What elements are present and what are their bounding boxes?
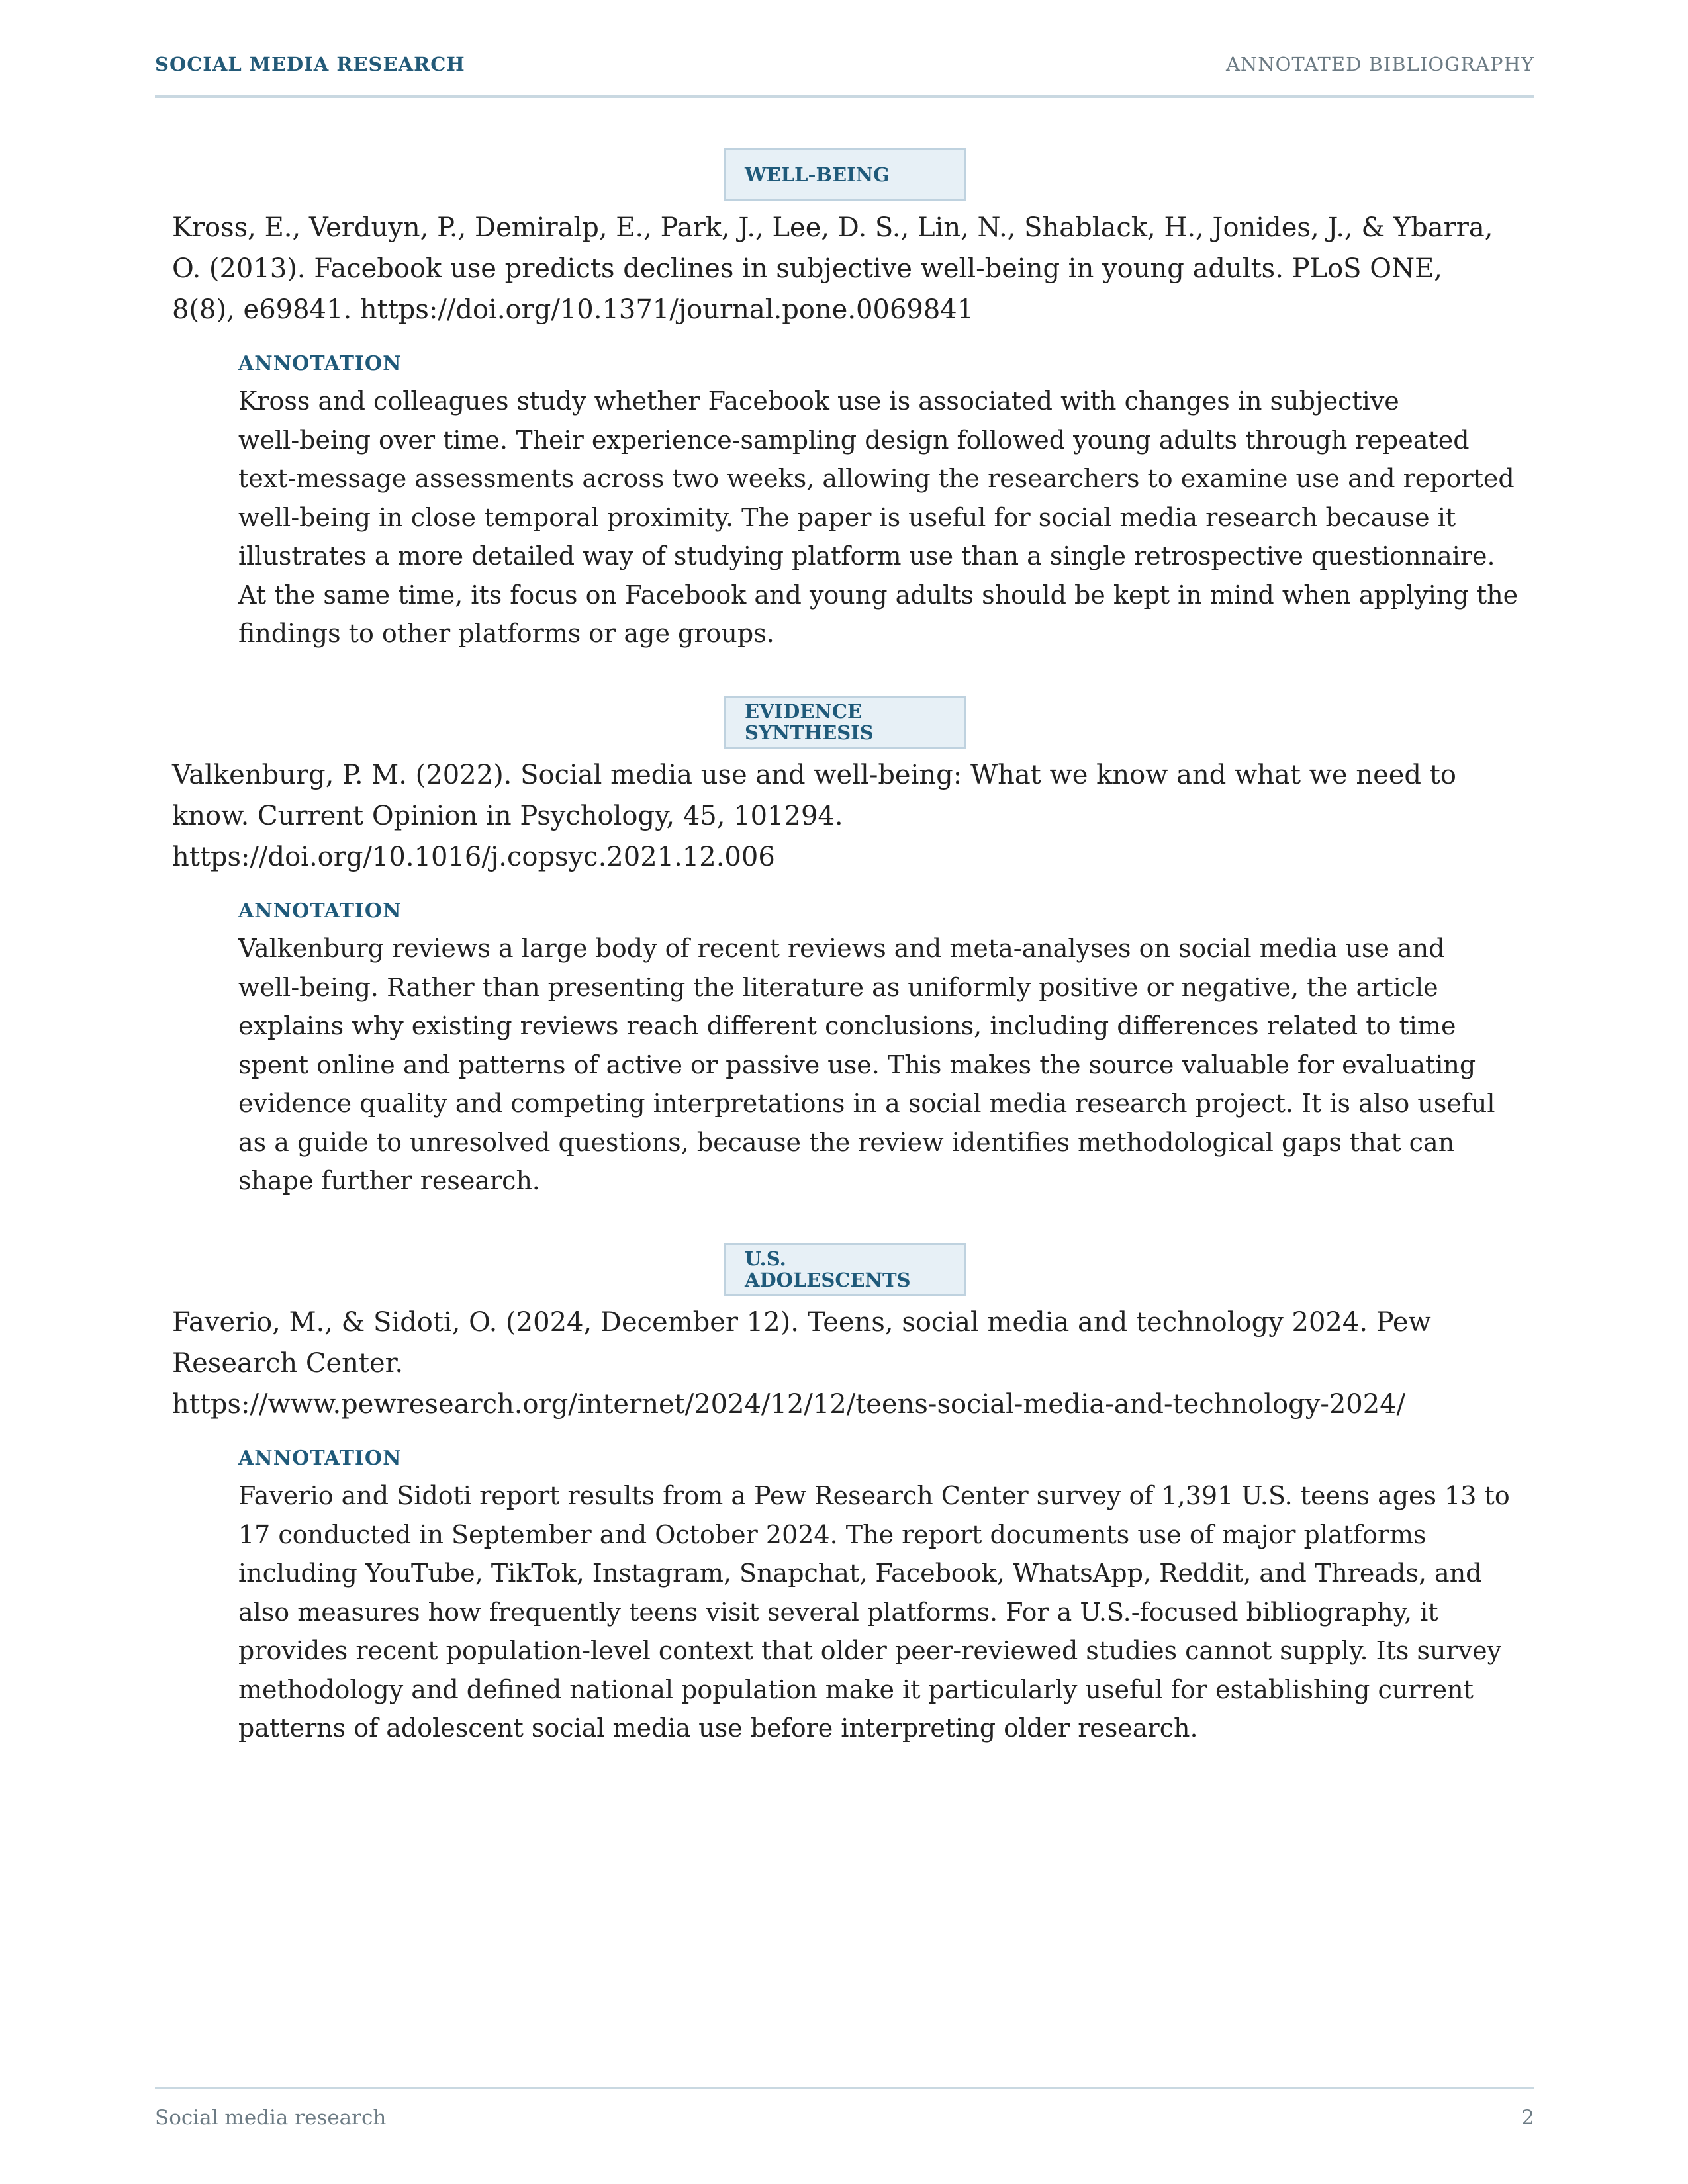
footer-title: Social media research [155, 2106, 387, 2130]
citation [172, 1302, 1536, 1425]
citation-line: Faverio, M., & Sidoti, O. (2024, December 12). Teens, social media and technology 2024. Pew [172, 1307, 1431, 1338]
topic-tag-line: SYNTHESIS [745, 721, 874, 744]
topic-tag-line: EVIDENCE [745, 700, 863, 723]
annotation-line: provides recent population-level context that older peer-reviewed studies cannot supply. Its survey [238, 1636, 1502, 1665]
annotation-text [238, 929, 1536, 1201]
annotation-line: shape further research. [238, 1166, 540, 1195]
annotation-line: Valkenburg reviews a large body of recent reviews and meta-analyses on social media use and [238, 934, 1445, 963]
annotation-line: findings to other platforms or age groups. [238, 619, 774, 648]
topic-tag [724, 1243, 966, 1296]
citation-line: Kross, E., Verduyn, P., Demiralp, E., Park, J., Lee, D. S., Lin, N., Shablack, H., Jonides, J., & Ybarra, [172, 212, 1493, 243]
annotation-line: 17 conducted in September and October 2024. The report documents use of major platforms [238, 1520, 1427, 1549]
annotation-line: patterns of adolescent social media use before interpreting older research. [238, 1713, 1198, 1743]
citation-line: Valkenburg, P. M. (2022). Social media use and well-being: What we know and what we need to [172, 760, 1456, 790]
annotation-text [238, 382, 1536, 653]
annotation-label: ANNOTATION [238, 899, 402, 923]
annotation-label: ANNOTATION [238, 1447, 402, 1470]
annotation-line: well-being. Rather than presenting the literature as uniformly positive or negative, the article [238, 972, 1438, 1002]
topic-tag [724, 148, 966, 201]
page-number: 2 [1521, 2106, 1534, 2130]
citation-line: know. Current Opinion in Psychology, 45, 101294. [172, 801, 843, 831]
citation [172, 754, 1536, 878]
citation [172, 207, 1536, 330]
annotation-line: illustrates a more detailed way of studying platform use than a single retrospective questionnaire. [238, 541, 1495, 570]
annotation-line: explains why existing reviews reach different conclusions, including differences related to time [238, 1011, 1456, 1040]
annotation-label: ANNOTATION [238, 352, 402, 375]
running-header [155, 52, 1534, 98]
topic-tag-line: ADOLESCENTS [745, 1269, 911, 1291]
annotation-line: At the same time, its focus on Facebook and young adults should be kept in mind when applying the [238, 580, 1519, 610]
topic-tag-line: WELL-BEING [745, 163, 890, 186]
header-section: ANNOTATED BIBLIOGRAPHY [1225, 53, 1534, 75]
annotation-text [238, 1477, 1536, 1748]
annotation-line: as a guide to unresolved questions, because the review identifies methodological gaps that can [238, 1127, 1455, 1157]
header-title: SOCIAL MEDIA RESEARCH [155, 53, 465, 75]
citation-line: https://doi.org/10.1016/j.copsyc.2021.12.006 [172, 842, 775, 872]
annotation-line: including YouTube, TikTok, Instagram, Snapchat, Facebook, WhatsApp, Reddit, and Threads, and [238, 1559, 1482, 1588]
annotation-line: also measures how frequently teens visit several platforms. For a U.S.-focused bibliography, it [238, 1597, 1438, 1627]
annotation-line: spent online and patterns of active or passive use. This makes the source valuable for evaluating [238, 1050, 1476, 1079]
topic-tag-line: U.S. [745, 1248, 786, 1270]
citation-line: O. (2013). Facebook use predicts declines in subjective well-being in young adults. PLoS ONE, [172, 253, 1443, 284]
topic-tag [724, 696, 966, 749]
annotation-line: Faverio and Sidoti report results from a Pew Research Center survey of 1,391 U.S. teens ages 13 to [238, 1481, 1510, 1510]
citation-line: 8(8), e69841. https://doi.org/10.1371/journal.pone.0069841 [172, 295, 974, 325]
annotation-line: Kross and colleagues study whether Facebook use is associated with changes in subjective [238, 387, 1399, 416]
annotation-line: evidence quality and competing interpretations in a social media research project. It is also useful [238, 1089, 1495, 1118]
annotation-line: well-being in close temporal proximity. The paper is useful for social media research because it [238, 502, 1456, 532]
citation-line: Research Center. [172, 1348, 404, 1379]
annotation-line: text-message assessments across two weeks, allowing the researchers to examine use and reported [238, 464, 1515, 493]
citation-line: https://www.pewresearch.org/internet/2024/12/12/teens-social-media-and-technology-2024/ [172, 1389, 1406, 1420]
footer-divider [155, 2087, 1534, 2089]
annotation-line: methodology and defined national population make it particularly useful for establishing current [238, 1674, 1474, 1704]
annotation-line: well-being over time. Their experience-sampling design followed young adults through repeated [238, 425, 1470, 455]
